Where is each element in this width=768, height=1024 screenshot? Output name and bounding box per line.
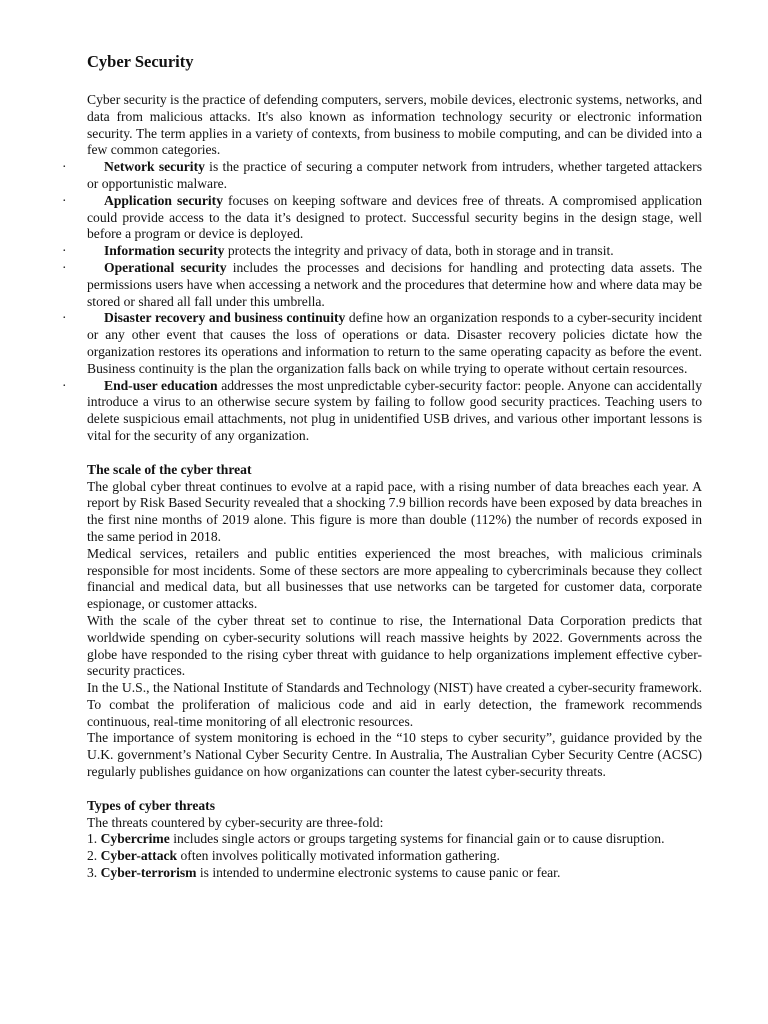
list-item: [62, 159, 702, 193]
bullet-icon: ·: [62, 243, 67, 259]
bullet-icon: ·: [62, 192, 67, 208]
threat-text: includes single actors or groups targeting systems for financial gain or to cause disruption.: [169, 831, 665, 847]
types-intro: The threats countered by cyber-security are three-fold:: [87, 814, 384, 830]
intro-paragraph: Cyber security is the practice of defending computers, servers, mobile devices, electronic systems, networks, and data from malicious attacks. It's also known as information technology security or electronic information security. The term applies in a variety of contexts, from business to mobile computing, and can be divided into a few common categories.: [87, 92, 702, 158]
scale-paragraph: With the scale of the cyber threat set to continue to rise, the International Data Corporation predicts that worldwide spending on cyber-security solutions will reach massive heights by 2022. Governments across the globe have responded to the rising cyber threat with guidance to help organizations implement effective cyber-security practices.: [87, 612, 702, 679]
page-title: Cyber Security: [87, 52, 194, 71]
list-item: [87, 865, 702, 882]
item-number: 2.: [87, 848, 101, 864]
threat-term: Cybercrime: [100, 831, 170, 847]
section-heading-scale: The scale of the cyber threat: [87, 461, 252, 477]
category-text: protects the integrity and privacy of data, both in storage and in transit.: [224, 243, 614, 259]
category-list: [62, 159, 703, 445]
scale-paragraph: The global cyber threat continues to evolve at a rapid pace, with a rising number of data breaches each year. A report by Risk Based Security revealed that a shocking 7.9 billion records have been exposed by data breaches in the first nine months of 2019 alone. This figure is more than double (112%) the number of records exposed in the same period in 2018.: [87, 478, 702, 544]
category-text: focuses on keeping software and devices free of threats. A compromised application could provide access to the data it’s designed to protect. Successful security begins in the design stage, well before a program or device is deployed.: [87, 192, 703, 242]
category-term: Network security: [104, 159, 205, 175]
threat-term: Cyber-terrorism: [100, 865, 197, 881]
category-text: includes the processes and decisions for handling and protecting data assets. The permissions users have when accessing a network and the procedures that determine how and where data may be stored or shared all fall under this umbrella.: [87, 259, 702, 309]
scale-paragraph: In the U.S., the National Institute of Standards and Technology (NIST) have created a cyber-security framework. To combat the proliferation of malicious code and aid in early detection, the framework recommends continuous, real-time monitoring of all electronic resources.: [87, 680, 702, 729]
category-term: End-user education: [104, 377, 218, 393]
threat-type-list: [87, 831, 702, 881]
threat-text: often involves politically motivated information gathering.: [177, 848, 500, 864]
list-item: [62, 259, 702, 310]
list-item: [87, 831, 702, 848]
list-item: [62, 310, 702, 377]
bullet-icon: ·: [62, 377, 67, 393]
category-term: Disaster recovery and business continuity: [104, 310, 346, 326]
bullet-icon: ·: [62, 259, 67, 275]
bullet-icon: ·: [62, 159, 67, 175]
category-term: Application security: [104, 192, 224, 208]
category-term: Information security: [104, 243, 225, 259]
item-number: 1.: [87, 831, 101, 847]
section-heading-types: Types of cyber threats: [87, 797, 215, 813]
list-item: [62, 377, 702, 445]
bullet-icon: ·: [62, 310, 67, 326]
item-number: 3.: [87, 865, 101, 881]
list-item: [62, 192, 703, 243]
scale-paragraph: The importance of system monitoring is echoed in the “10 steps to cyber security”, guidance provided by the U.K. government’s National Cyber Security Centre. In Australia, The Australian Cyber Security Centre (ACSC) regularly publishes guidance on how organizations can counter the latest cyber-security threats.: [87, 730, 702, 780]
threat-text: is intended to undermine electronic systems to cause panic or fear.: [196, 865, 561, 881]
threat-term: Cyber-attack: [100, 848, 178, 864]
category-term: Operational security: [104, 259, 227, 275]
category-text: addresses the most unpredictable cyber-security factor: people. Anyone can accidentally introduce a virus to an otherwise secure system by failing to follow good security practices. Teaching users to delete suspicious email attachments, not plug in unidentified USB drives, and various other important lessons is vital for the security of any organization.: [87, 377, 702, 443]
document-page: [62, 52, 703, 882]
list-item: [87, 848, 702, 865]
list-item: [62, 243, 702, 260]
category-text: define how an organization responds to a cyber-security incident or any other event that causes the loss of operations or data. Disaster recovery policies dictate how the organization restores its operations and information to return to the same operating capacity as before the event. Business continuity is the plan the organization falls back on while trying to operate without certain resources.: [87, 310, 702, 376]
category-text: is the practice of securing a computer network from intruders, whether targeted attackers or opportunistic malware.: [87, 159, 702, 191]
scale-paragraph: Medical services, retailers and public entities experienced the most breaches, with malicious criminals responsible for most incidents. Some of these sectors are more appealing to cybercriminals because they collect financial and medical data, but all businesses that use networks can be targeted for customer data, corporate espionage, or customer attacks.: [87, 545, 702, 612]
